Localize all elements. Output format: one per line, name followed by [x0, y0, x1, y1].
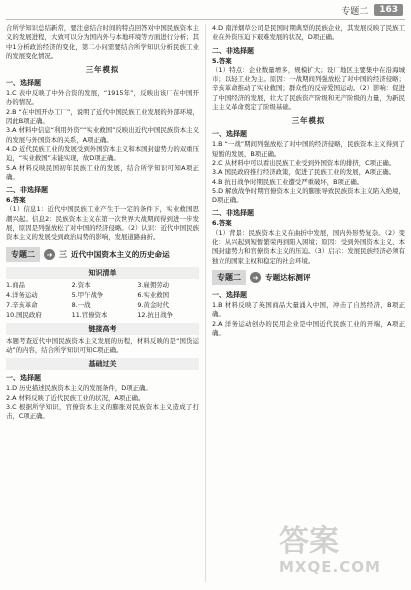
grid-item: 3.雇佣劳动 [137, 280, 169, 289]
section-title: 三年模拟 [291, 116, 326, 126]
basics-heading: 基础过关 [6, 358, 199, 370]
nonchoice-heading: 二、非选择题 [212, 209, 254, 218]
answer-item: 2.B “在中国开办工厂”，说明了近代中国民族工业发展的外部环境，因此B项正确。 [6, 107, 199, 126]
arrow-icon: ➜ [250, 272, 261, 283]
answer-item: 4.D 南洋烟草公司是民国时期典型的民族企业，其发展反映了民族工业在外资压迫下艰难发展的状况，D项正确。 [212, 24, 405, 42]
knowledge-heading: 知识清单 [6, 267, 199, 279]
grid-item: 2.资本 [71, 280, 91, 289]
choice-heading: 一、选择题 [6, 374, 41, 383]
watermark-domain: MXQE.COM [279, 558, 381, 576]
header-rule [6, 19, 405, 20]
grid-item: 7.辛亥革命 [6, 300, 38, 309]
choice-heading: 一、选择题 [212, 130, 247, 139]
banner-label: 专题二 [6, 247, 40, 262]
right-column [212, 24, 405, 586]
grid-item: 6.实业救国 [137, 290, 169, 299]
knowledge-grid [6, 281, 199, 320]
watermark-text: 答案 [279, 524, 339, 559]
answer-item: 1.B 材料反映了英国商品大量涌入中国，冲击了自然经济，B项正确。 [212, 300, 405, 319]
answer-item: 1.B “一战”期间列强放松了对中国的经济侵略，民族资本主义得到了短暂的发展，B项正确。 [212, 140, 405, 158]
answer-item: 1.C 表中反映了中外合资的发展，“1915年”，反映出该厂在中国开办的情况。 [6, 89, 199, 107]
answer-text: （1）特点：企业数量增多，规模扩大；设厂地区主要集中在沿海城市；以轻工业为主。原因：一战期间列强放松了对中国的经济侵略；辛亥革命推动了实业救国；群众性的反帝爱国运动。（2）影响：促进了中国经济的发展，壮大了民族资产阶级和无产阶级的力量，为新民主主义革命奠定了阶级基础。 [212, 65, 405, 112]
intro-paragraph: 合所学知识总结新常，要注意结合时间的特点回答对中国民族资本主义的发展进程，大致可以分为国内外与本地环境等方面进行分析；其中1分析政治经济的变化，第二小问需要结合所学知识分析民族工业的发展变化情况。 [6, 24, 199, 60]
grid-item: 12.抗日战争 [137, 310, 174, 319]
page-header [341, 2, 403, 18]
answer-item: 2.A 材料反映了近代民族工业的状况，A项正确。 [6, 393, 145, 402]
answer-item: 2.A 洋务运动创办的民用企业是中国近代民族工业的开端，A项正确。 [212, 319, 405, 337]
left-column [6, 24, 199, 586]
column-divider [205, 24, 206, 582]
answer-item: 5.D 解放战争时期官僚资本主义的膨胀导致民族资本主义陷入绝境，D项正确。 [212, 186, 405, 205]
section-title: 三年模拟 [85, 65, 120, 75]
grid-item: 9.黄金时代 [137, 300, 169, 309]
header-topic: 专题二 [341, 6, 369, 17]
banner-title: 专题达标测评 [265, 273, 311, 283]
banner-title: 近代中国资本主义的历史命运 [71, 250, 170, 260]
banner-number: 三 [59, 250, 67, 260]
answer-item: 3.A 国民政府推行经济政策，促进了民族工业的发展，A项正确。 [212, 168, 396, 177]
choice-heading: 一、选择题 [212, 290, 247, 299]
answer-label: 6.答案 [6, 196, 26, 205]
answer-item: 3.C 根据所学知识，官僚资本主义的膨胀对民族资本主义造成了打击，C项正确。 [6, 402, 199, 421]
answer-label: 5.答案 [212, 56, 232, 65]
choice-heading: 一、选择题 [6, 79, 41, 88]
nonchoice-heading: 二、非选择题 [6, 186, 48, 195]
answer-item: 2.C 从材料中可以看出民族工业受到外国资本的排挤，C项正确。 [212, 158, 396, 167]
grid-item: 5.甲午战争 [71, 290, 104, 299]
grid-item: 10.国民政府 [6, 310, 42, 319]
arrow-icon: ➜ [44, 249, 55, 260]
gaokao-heading: 链接高考 [6, 323, 199, 335]
test-banner [212, 270, 405, 286]
answer-item: 5.A 材料反映民国初年民族工业的发展，结合所学知识可知A项正确。 [6, 163, 199, 181]
answer-text: （1）背景：民族资本主义在曲折中发展，国内外形势复杂。（2）变化：从兴起到短暂繁荣再到陷入困境；原因：受到外国资本主义、本国封建势力和官僚资本主义的压迫。（3）启示：发展民族经济必须有独立的国家主权和稳定的社会环境。 [212, 228, 405, 265]
topic-banner [6, 247, 199, 263]
answer-item: 4.B 抗日战争时期民族工业遭受严重破坏，B项正确。 [212, 177, 364, 186]
answer-item: 3.A 材料中信息“利用外资”“实业救国”反映出近代中国民族资本主义的发展与外国资本的关系，A项正确。 [6, 126, 199, 144]
banner-label: 专题二 [212, 270, 246, 285]
grid-item: 11.官僚资本 [71, 310, 108, 319]
answer-item: 4.D 近代民族工业的发展受到外国资本主义和本国封建势力的双重压迫，“实业救国”未能实现，故D项正确。 [6, 144, 199, 163]
answer-item: 1.D 历史描述民族资本主义的发展条件，D项正确。 [6, 384, 152, 393]
watermark-logo [279, 526, 399, 584]
answer-text: （1）信息1：近代中国民族工业产生于一定的条件下，实业救国思潮兴起。信息2：民族资本主义在第一次世界大战期间得到进一步发展，原因是列强放松了对中国的经济侵略。（2）认识：近代中国民族资本主义的发展受到政治局势的影响，发展道路曲折。 [6, 205, 199, 242]
grid-item: 4.洋务运动 [6, 290, 38, 299]
page-number: 163 [374, 4, 403, 16]
answer-label: 6.答案 [212, 219, 232, 228]
nonchoice-heading: 二、非选择题 [212, 46, 254, 55]
grid-item: 8.一战 [71, 300, 91, 309]
gaokao-text: 本题考查近代中国民族资本主义发展的历程，材料反映的是“国货运动”的内容，结合所学知识可知C项正确。 [6, 336, 199, 354]
grid-item: 1.商品 [6, 280, 25, 289]
